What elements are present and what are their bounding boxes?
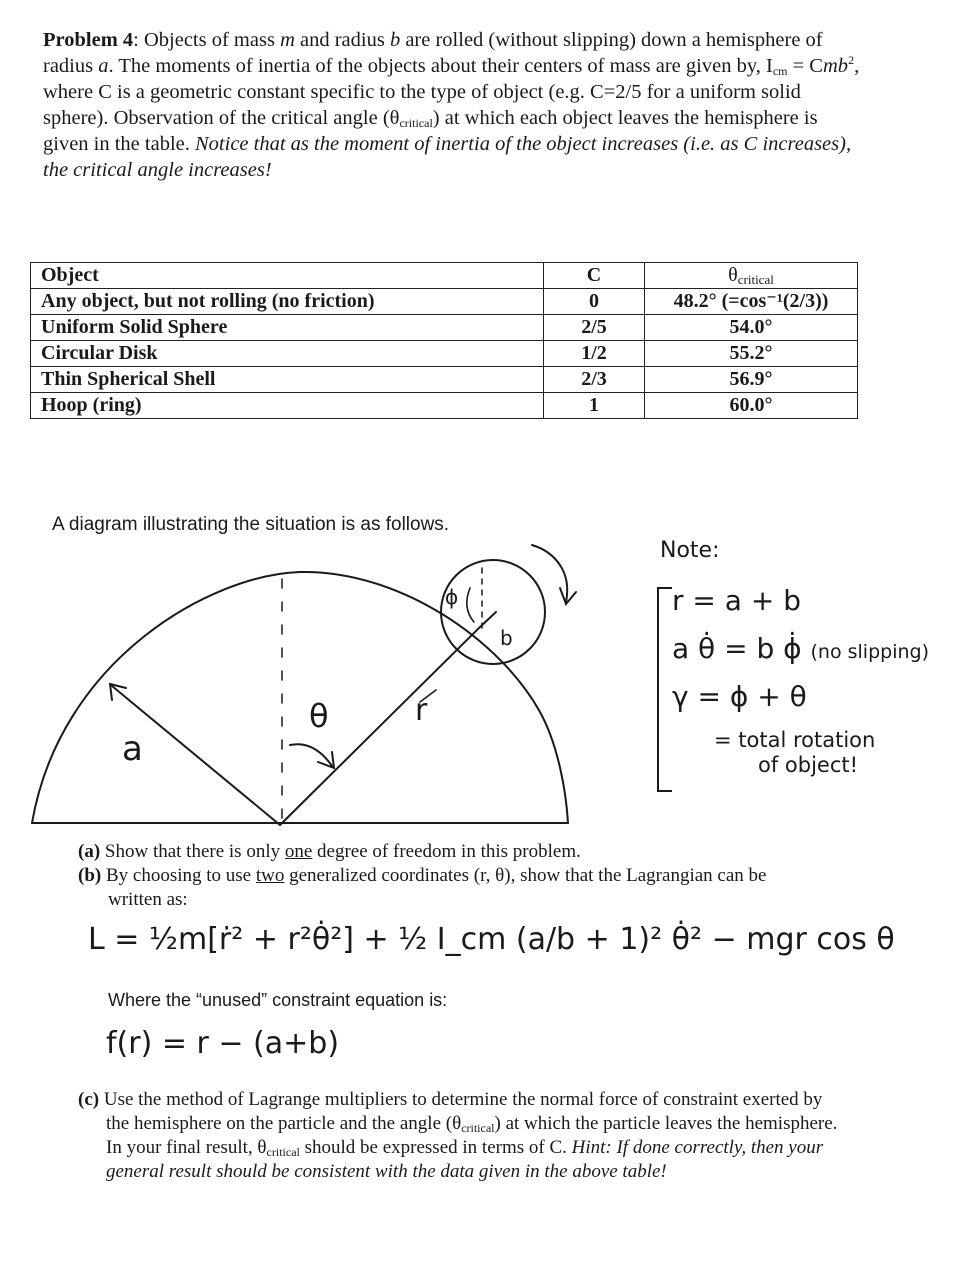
intro-text: and radius — [294, 29, 390, 51]
cell-angle: 60.0° — [645, 393, 858, 419]
intro-text: . The moments of inertia of the objects about their centers of mass are given by, I — [108, 55, 773, 77]
part-b-label: (b) — [78, 865, 102, 886]
cell-object: Uniform Solid Sphere — [31, 315, 544, 341]
part-a-label: (a) — [78, 841, 101, 862]
label-a: a — [122, 729, 143, 769]
part-c-text: should be expressed in terms of C. — [299, 1137, 572, 1158]
cell-object: Hoop (ring) — [31, 393, 544, 419]
square-superscript: 2 — [848, 53, 855, 67]
part-b — [78, 864, 788, 912]
label-phi: ϕ — [445, 585, 459, 609]
cell-object: Any object, but not rolling (no friction) — [31, 289, 544, 315]
note-line-total-rotation: = total rotation — [714, 728, 876, 752]
part-a-underlined: one — [284, 841, 313, 862]
var-b: b — [389, 29, 401, 51]
var-mb: mb — [823, 55, 849, 77]
theta-symbol: θ — [728, 264, 738, 286]
cell-angle: 56.9° — [645, 367, 858, 393]
cell-c: 0 — [544, 289, 645, 315]
part-c-hint: Hint: If done correctly, then your general result should be consistent with the data given in the above table! — [106, 1137, 824, 1182]
critical-angle-table — [30, 262, 858, 419]
header-theta-critical — [645, 263, 858, 289]
intro-text: : Objects of mass — [133, 29, 281, 51]
constraint-label: Where the “unused” constraint equation is: — [108, 990, 448, 1010]
table-row — [31, 289, 858, 315]
cell-angle: 48.2° (=cos⁻¹(2/3)) — [645, 289, 858, 315]
table-row — [31, 393, 858, 419]
label-theta: θ — [309, 697, 329, 735]
note-title: Note: — [660, 538, 720, 563]
label-b: b — [500, 626, 513, 650]
cell-c: 1 — [544, 393, 645, 419]
table-row — [31, 367, 858, 393]
cell-object: Circular Disk — [31, 341, 544, 367]
intro-text: , where C is a geometric constant specific to the type of object (e.g. C=2/5 for a uniform solid sphere). Observation of the critical angle (θ — [43, 55, 860, 129]
label-r: r — [415, 693, 428, 728]
header-object: Object — [31, 263, 544, 289]
hemisphere-diagram — [0, 530, 660, 840]
note-bracket — [654, 586, 674, 796]
critical-subscript: critical — [399, 116, 433, 130]
intro-text: = C — [787, 55, 823, 77]
lagrangian-equation: L = ½m[ṙ² + r²θ̇²] + ½ I_cm (a/b + 1)² θ̇² − mgr cos θ — [88, 922, 895, 957]
part-a — [78, 840, 758, 864]
table-row — [31, 315, 858, 341]
part-c-text: ) at which the particle leaves the hemisphere. In your final result, θ — [106, 1113, 838, 1158]
cell-c: 2/3 — [544, 367, 645, 393]
cell-object: Thin Spherical Shell — [31, 367, 544, 393]
header-c: C — [544, 263, 645, 289]
rolling-object-circle — [441, 560, 545, 664]
diagram-caption: A diagram illustrating the situation is as follows. — [52, 514, 450, 535]
part-c-label: (c) — [78, 1089, 100, 1110]
part-c-text: Use the method of Lagrange multipliers to determine the normal force of constraint exerted by the hemisphere on the particle and the angle (θ — [99, 1089, 823, 1134]
intro-italic-note: Notice that as the moment of inertia of the object increases (i.e. as C increases), the critical angle increases! — [43, 133, 852, 181]
cell-c: 1/2 — [544, 341, 645, 367]
part-c — [78, 1088, 846, 1184]
part-a-text: Show that there is only — [100, 841, 285, 862]
no-slip-equation: a θ̇ = b ϕ̇ — [672, 632, 802, 665]
part-a-text: degree of freedom in this problem. — [312, 841, 581, 862]
table-header-row — [31, 263, 858, 289]
note-line-gamma: γ = ϕ + θ — [672, 680, 807, 713]
var-a: a — [98, 55, 109, 77]
cell-c: 2/5 — [544, 315, 645, 341]
intro-text: are rolled (without slipping) down a hemisphere of radius — [43, 29, 823, 77]
theta-angle-arc — [290, 744, 332, 766]
table-row — [31, 341, 858, 367]
part-b-text: By choosing to use — [101, 865, 256, 886]
intro-text: ) at which each object leaves the hemisphere is given in the table. — [43, 107, 818, 155]
critical-subscript: critical — [266, 1145, 300, 1159]
note-line-of-object: of object! — [758, 753, 859, 777]
icm-subscript: cm — [772, 64, 788, 78]
constraint-equation: f(r) = r − (a+b) — [106, 1026, 340, 1061]
problem-intro — [43, 27, 863, 183]
var-m: m — [280, 29, 295, 51]
side-note — [660, 538, 930, 777]
cell-angle: 54.0° — [645, 315, 858, 341]
critical-subscript: critical — [737, 272, 774, 287]
part-b-underlined: two — [255, 865, 285, 886]
note-line-no-slip — [672, 632, 929, 665]
no-slip-remark: (no slipping) — [810, 641, 930, 663]
problem-label: Problem 4 — [43, 29, 134, 51]
note-line-r: r = a + b — [672, 584, 801, 617]
critical-subscript: critical — [461, 1121, 495, 1135]
cell-angle: 55.2° — [645, 341, 858, 367]
part-b-text: generalized coordinates (r, θ), show that the Lagrangian can be written as: — [108, 865, 767, 910]
phi-angle-arc — [467, 588, 474, 622]
